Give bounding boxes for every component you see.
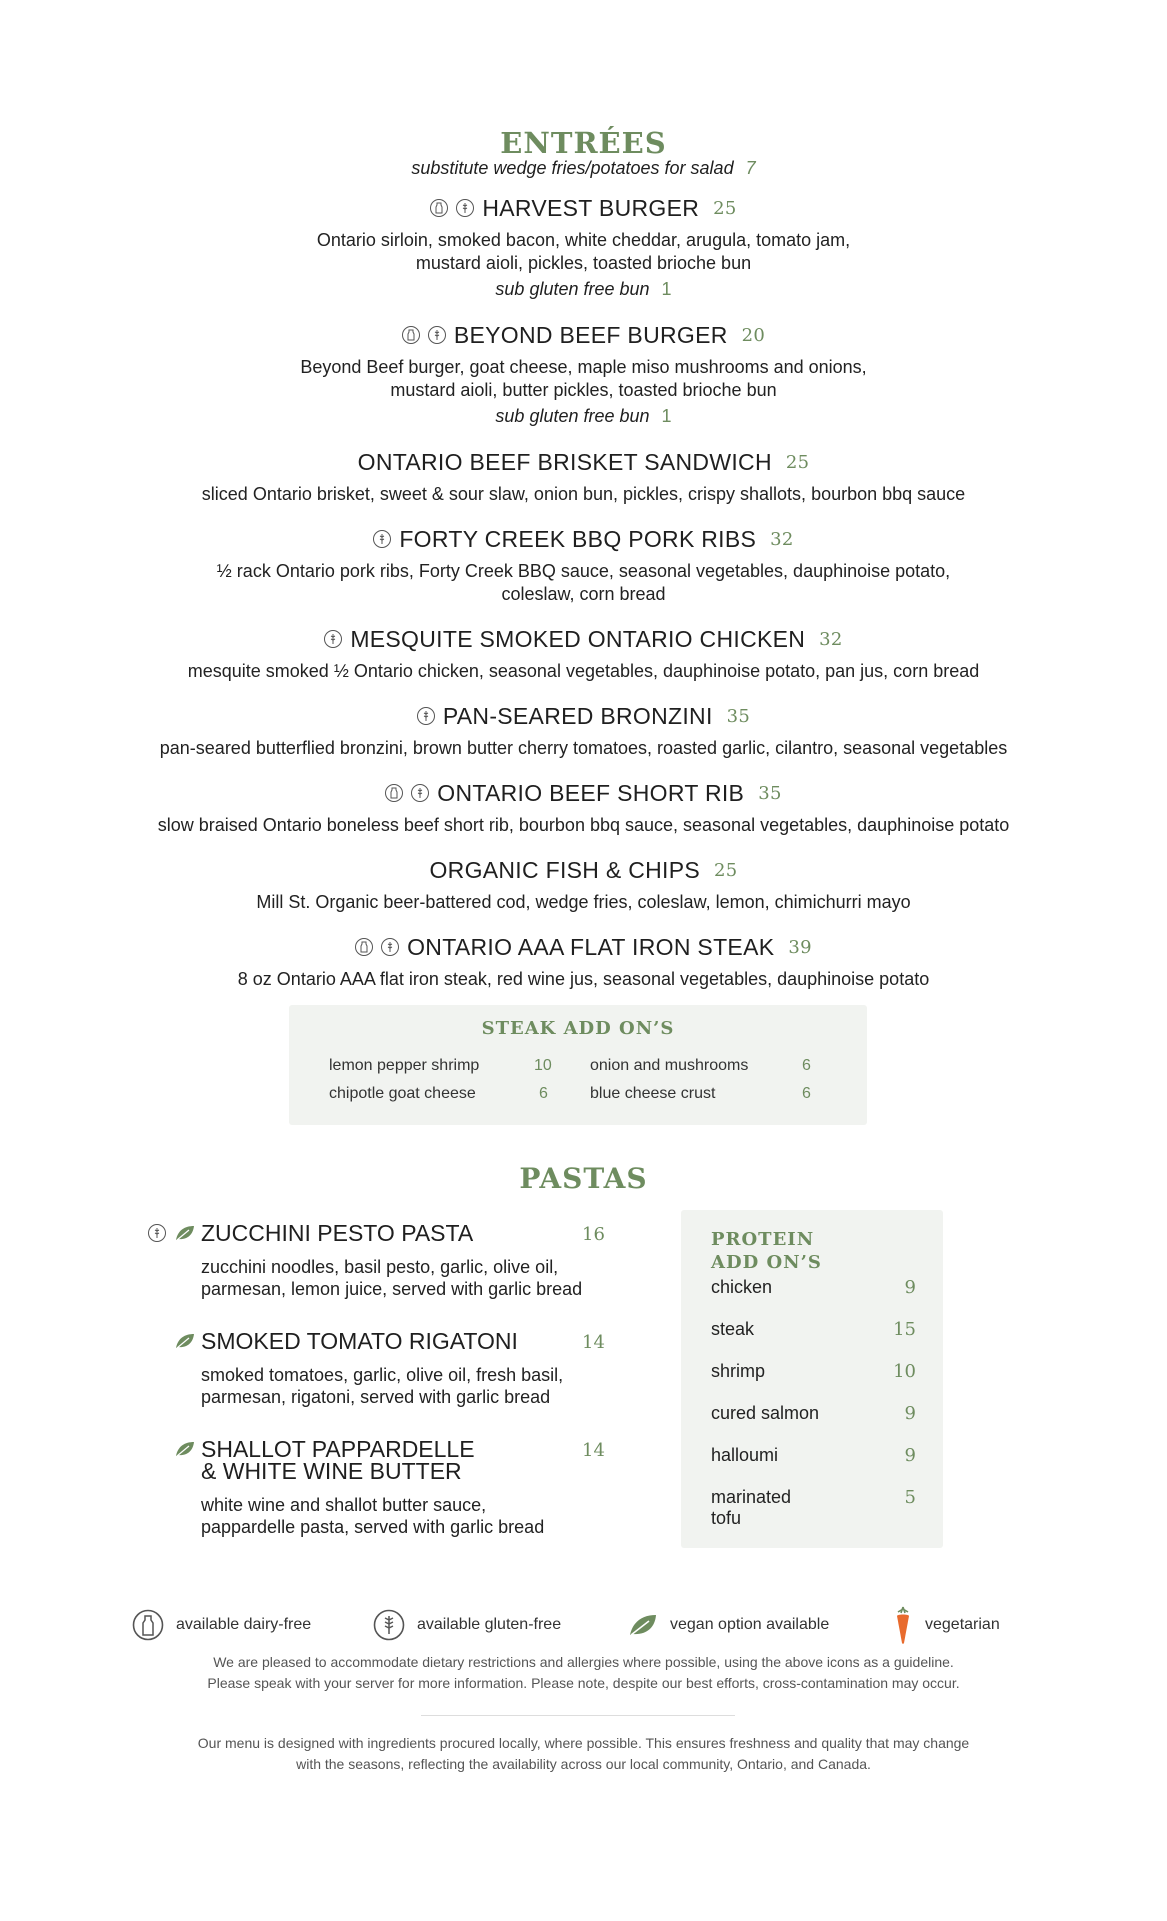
local-sourcing-note — [0, 1733, 1167, 1775]
local-note-line2: with the seasons, reflecting the availability across our local community, Ontario, and Canada. — [296, 1756, 871, 1772]
gluten-free-icon — [411, 784, 429, 802]
addon-price: 6 — [539, 1085, 548, 1102]
item-price: 25 — [714, 859, 738, 881]
pasta-desc-line2: parmesan, rigatoni, served with garlic bread — [201, 1387, 551, 1407]
gluten-free-icon — [381, 938, 399, 956]
menu-item-smoked-chicken — [0, 624, 1167, 683]
item-name: ONTARIO BEEF BRISKET SANDWICH — [357, 448, 772, 475]
item-name: PAN-SEARED BRONZINI — [442, 702, 713, 729]
protein-addon-item — [711, 1319, 916, 1340]
gluten-free-icon — [428, 326, 446, 344]
item-desc-line1: pan-seared butterflied bronzini, brown butter cherry tomatoes, roasted garlic, cilantro, seasonal vegetables — [159, 738, 1008, 758]
menu-item-pork-ribs — [0, 524, 1167, 606]
legend-dairy-free — [132, 1607, 311, 1643]
legend-dairy-free-label: available dairy-free — [176, 1616, 312, 1633]
menu-item-brisket-sandwich — [0, 447, 1167, 506]
dairy-free-icon — [385, 784, 403, 802]
dairy-free-icon — [355, 938, 373, 956]
steak-addon-item — [590, 1057, 820, 1075]
dairy-free-icon — [132, 1609, 164, 1641]
item-desc-line1: Beyond Beef burger, goat cheese, maple miso mushrooms and onions, — [300, 357, 867, 377]
pasta-desc-line1: smoked tomatoes, garlic, olive oil, fresh basil, — [201, 1365, 564, 1385]
protein-name: steak — [711, 1319, 755, 1339]
steak-addon-item — [590, 1085, 820, 1103]
item-desc-line2: coleslaw, corn bread — [501, 584, 666, 604]
item-sub-price: 1 — [661, 279, 672, 299]
addon-name: blue cheese crust — [590, 1085, 716, 1102]
item-name: ONTARIO AAA FLAT IRON STEAK — [407, 933, 775, 960]
protein-price: 5 — [904, 1487, 916, 1508]
pasta-desc-line2: parmesan, lemon juice, served with garlic bread — [201, 1279, 583, 1299]
item-name: ONTARIO BEEF SHORT RIB — [437, 779, 745, 806]
pasta-price: 14 — [582, 1440, 605, 1461]
dietary-legend — [130, 1607, 1030, 1643]
item-sub-price: 1 — [661, 406, 672, 426]
item-desc-line1: sliced Ontario brisket, sweet & sour slaw, onion bun, pickles, crispy shallots, bourbon bbq sauce — [201, 484, 966, 504]
protein-price: 9 — [904, 1445, 916, 1466]
dairy-free-icon — [402, 326, 420, 344]
pasta-desc-line1: zucchini noodles, basil pesto, garlic, olive oil, — [201, 1257, 559, 1277]
divider — [421, 1715, 735, 1716]
gluten-free-icon — [148, 1224, 166, 1242]
entrees-title: ENTRÉES — [500, 126, 667, 160]
addon-name: onion and mushrooms — [590, 1057, 749, 1074]
protein-addon-item — [711, 1445, 916, 1466]
substitute-note — [0, 158, 1167, 179]
steak-addons-box — [289, 1005, 867, 1125]
addon-price: 6 — [802, 1085, 811, 1102]
protein-addon-item — [711, 1403, 916, 1424]
item-price: 25 — [713, 197, 737, 219]
protein-price: 15 — [893, 1319, 916, 1340]
pasta-desc-line2: pappardelle pasta, served with garlic bread — [201, 1517, 545, 1537]
pasta-name-line2: & WHITE WINE BUTTER — [201, 1458, 462, 1484]
menu-item-harvest-burger — [0, 193, 1167, 302]
local-note-line1: Our menu is designed with ingredients procured locally, where possible. This ensures freshness and quality that may change — [197, 1735, 970, 1751]
dairy-free-icon — [430, 199, 448, 217]
protein-name: halloumi — [711, 1445, 779, 1465]
allergy-note — [0, 1652, 1167, 1694]
legend-gluten-free — [373, 1607, 561, 1643]
vegan-leaf-icon — [175, 1225, 195, 1241]
carrot-icon — [893, 1605, 913, 1645]
gluten-free-icon — [373, 1609, 405, 1641]
pasta-name: SMOKED TOMATO RIGATONI — [201, 1328, 518, 1354]
allergy-note-line1: We are pleased to accommodate dietary restrictions and allergies where possible, using the above icons as a guideline. — [213, 1654, 954, 1670]
pasta-name-line1: SHALLOT PAPPARDELLE — [201, 1436, 475, 1462]
pasta-name: ZUCCHINI PESTO PASTA — [201, 1220, 474, 1246]
protein-title-line1: PROTEIN — [711, 1229, 815, 1250]
vegan-leaf-icon — [175, 1333, 195, 1349]
pasta-name — [201, 1438, 475, 1482]
item-name: HARVEST BURGER — [482, 194, 700, 221]
protein-addons-title — [711, 1228, 822, 1274]
protein-name-line2: tofu — [711, 1508, 742, 1528]
menu-item-short-rib — [0, 778, 1167, 837]
steak-addon-item — [329, 1057, 559, 1075]
item-name: FORTY CREEK BBQ PORK RIBS — [399, 525, 757, 552]
gluten-free-icon — [456, 199, 474, 217]
protein-addon-item — [711, 1277, 916, 1298]
item-name: BEYOND BEEF BURGER — [453, 321, 728, 348]
legend-gluten-free-label: available gluten-free — [417, 1616, 562, 1633]
menu-item-beyond-beef-burger — [0, 320, 1167, 429]
item-price: 25 — [785, 451, 810, 473]
protein-name: shrimp — [711, 1361, 766, 1381]
item-desc-line1: slow braised Ontario boneless beef short rib, bourbon bbq sauce, seasonal vegetables, dauphinoise potato — [157, 815, 1010, 835]
item-desc-line2: mustard aioli, butter pickles, toasted brioche bun — [390, 380, 777, 400]
item-sub-note: sub gluten free bun — [495, 279, 650, 299]
addon-price: 6 — [802, 1057, 811, 1074]
item-price: 32 — [819, 628, 843, 650]
item-desc-line1: Mill St. Organic beer-battered cod, wedge fries, coleslaw, lemon, chimichurri mayo — [256, 892, 911, 912]
menu-item-fish-chips — [0, 855, 1167, 914]
pasta-desc-line1: white wine and shallot butter sauce, — [201, 1495, 487, 1515]
pasta-price: 14 — [582, 1332, 605, 1353]
item-sub-note: sub gluten free bun — [495, 406, 650, 426]
protein-addon-item — [711, 1487, 916, 1529]
legend-vegetarian-label: vegetarian — [925, 1616, 1000, 1633]
pastas-title: PASTAS — [519, 1162, 648, 1195]
addon-price: 10 — [534, 1057, 552, 1074]
item-name: MESQUITE SMOKED ONTARIO CHICKEN — [350, 625, 806, 652]
vegan-leaf-icon — [628, 1613, 658, 1637]
protein-name: chicken — [711, 1277, 773, 1297]
protein-addons-box — [681, 1210, 943, 1548]
item-name: ORGANIC FISH & CHIPS — [429, 856, 701, 883]
gluten-free-icon — [324, 630, 342, 648]
protein-name: marinated — [711, 1487, 792, 1507]
vegan-leaf-icon — [175, 1441, 195, 1457]
item-desc-line1: mesquite smoked ½ Ontario chicken, seasonal vegetables, dauphinoise potato, pan jus, corn bread — [187, 661, 980, 681]
item-desc-line1: ½ rack Ontario pork ribs, Forty Creek BBQ sauce, seasonal vegetables, dauphinoise potato, — [216, 561, 951, 581]
legend-vegetarian — [893, 1607, 1000, 1643]
item-price: 39 — [788, 936, 812, 958]
pasta-price: 16 — [582, 1224, 605, 1245]
gluten-free-icon — [417, 707, 435, 725]
item-desc-line2: mustard aioli, pickles, toasted brioche bun — [415, 253, 752, 273]
protein-name: cured salmon — [711, 1403, 820, 1423]
legend-vegan — [628, 1607, 829, 1643]
protein-price: 9 — [904, 1277, 916, 1298]
addon-name: chipotle goat cheese — [329, 1085, 476, 1102]
item-desc-line1: Ontario sirloin, smoked bacon, white cheddar, arugula, tomato jam, — [316, 230, 851, 250]
protein-price: 9 — [904, 1403, 916, 1424]
gluten-free-icon — [373, 530, 391, 548]
menu-item-flat-iron-steak — [0, 932, 1167, 991]
item-price: 35 — [726, 705, 751, 727]
addon-name: lemon pepper shrimp — [329, 1057, 480, 1074]
item-price: 35 — [758, 782, 782, 804]
menu-item-bronzini — [0, 701, 1167, 760]
substitute-note-text: substitute wedge fries/potatoes for salad — [411, 158, 734, 178]
protein-addon-item — [711, 1361, 916, 1382]
substitute-price: 7 — [745, 158, 756, 178]
item-price: 32 — [770, 528, 794, 550]
steak-addon-item — [329, 1085, 559, 1103]
legend-vegan-label: vegan option available — [670, 1616, 830, 1633]
steak-addons-title: STEAK ADD ON’S — [481, 1018, 675, 1039]
allergy-note-line2: Please speak with your server for more information. Please note, despite our best efforts, cross-contamination may occur. — [207, 1675, 960, 1691]
protein-price: 10 — [893, 1361, 916, 1382]
item-price: 20 — [741, 324, 766, 346]
protein-title-line2: ADD ON’S — [711, 1252, 822, 1273]
item-desc-line1: 8 oz Ontario AAA flat iron steak, red wine jus, seasonal vegetables, dauphinoise potato — [237, 969, 930, 989]
